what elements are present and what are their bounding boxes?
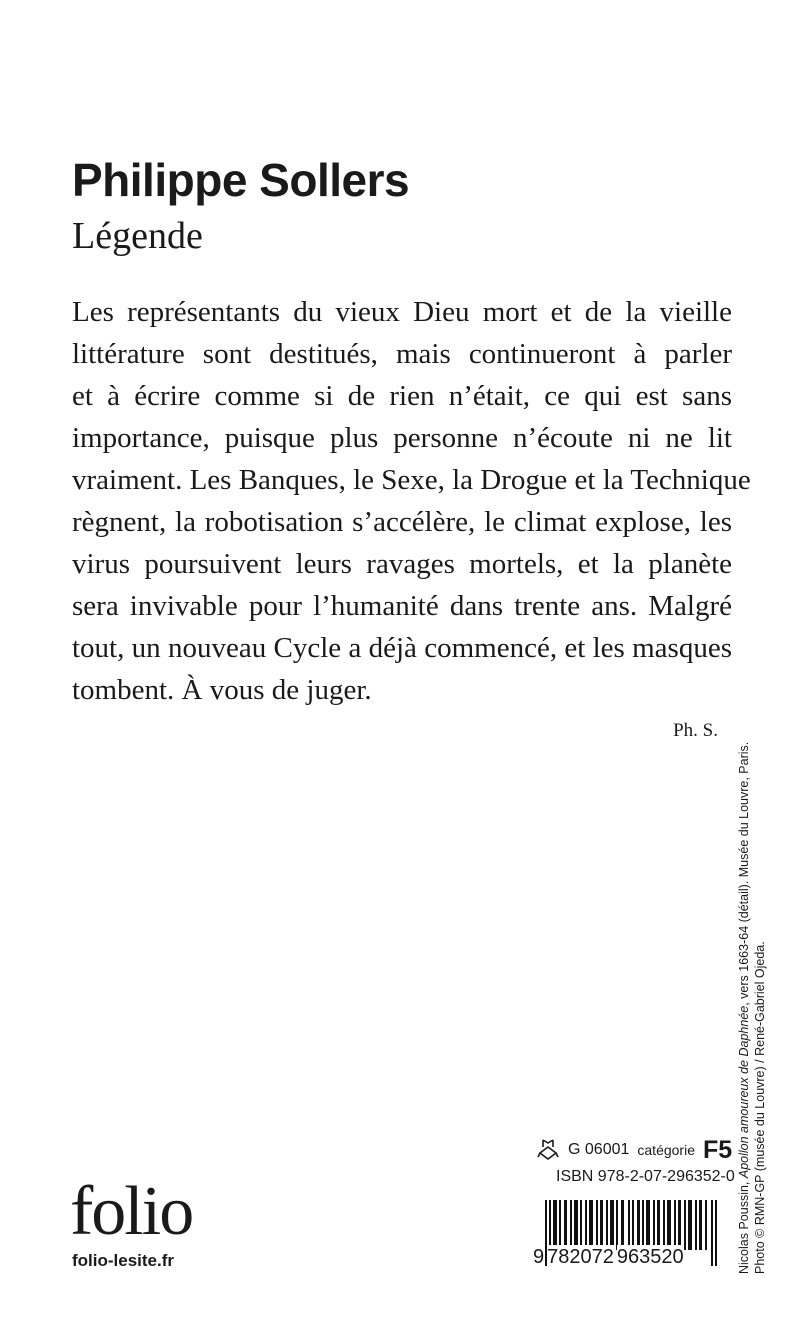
- barcode-digits: [533, 1245, 684, 1269]
- category-label: catégorie: [637, 1142, 695, 1158]
- blurb-line: importance, puisque plus personne n’écoute ni ne lit: [72, 422, 732, 454]
- blurb-line: vraiment. Les Banques, le Sexe, la Drogue et la Technique: [72, 464, 751, 496]
- folio-emblem-icon: [536, 1139, 560, 1161]
- credit-line-photo: Photo © RMN-GP (musée du Louvre) / René-Gabriel Ojeda.: [753, 941, 767, 1274]
- credit-artwork-title: Apollon amoureux de Daphnée: [737, 1005, 751, 1179]
- signature: Ph. S.: [673, 720, 718, 741]
- blurb-line: virus poursuivent leurs ravages mortels, et la planète: [72, 548, 732, 580]
- barcode-right-group: 963520: [616, 1246, 684, 1268]
- author-name: Philippe Sollers: [72, 154, 410, 206]
- folio-logo: folio: [70, 1173, 193, 1250]
- credit-details: , vers 1663-64 (détail). Musée du Louvre, Paris.: [737, 741, 751, 1006]
- blurb-line: sera invivable pour l’humanité dans trente ans. Malgré: [72, 590, 732, 622]
- blurb-line: tombent. À vous de juger.: [72, 674, 372, 706]
- blurb: [72, 291, 751, 711]
- catalog-code: G 06001: [568, 1141, 630, 1158]
- isbn: ISBN 978-2-07-296352-0: [556, 1168, 735, 1185]
- book-title: Légende: [72, 215, 203, 257]
- image-credit: [736, 734, 776, 1274]
- category-value: F5: [702, 1135, 733, 1164]
- blurb-line: littérature sont destitués, mais continueront à parler: [72, 338, 732, 370]
- blurb-line: règnent, la robotisation s’accélère, le climat explose, les: [72, 506, 732, 538]
- publisher-website: folio-lesite.fr: [72, 1251, 175, 1270]
- blurb-line: Les représentants du vieux Dieu mort et de la vieille: [72, 296, 732, 328]
- barcode-first-digit: 9: [533, 1246, 545, 1268]
- blurb-line: et à écrire comme si de rien n’était, ce qui est sans: [72, 380, 732, 412]
- blurb-line: tout, un nouveau Cycle a déjà commencé, et les masques: [72, 632, 732, 664]
- catalog-code-row: [536, 1136, 732, 1164]
- barcode-left-group: 782072: [547, 1246, 614, 1268]
- credit-artist: Nicolas Poussin,: [737, 1178, 751, 1274]
- credit-line-artwork: [736, 734, 752, 1274]
